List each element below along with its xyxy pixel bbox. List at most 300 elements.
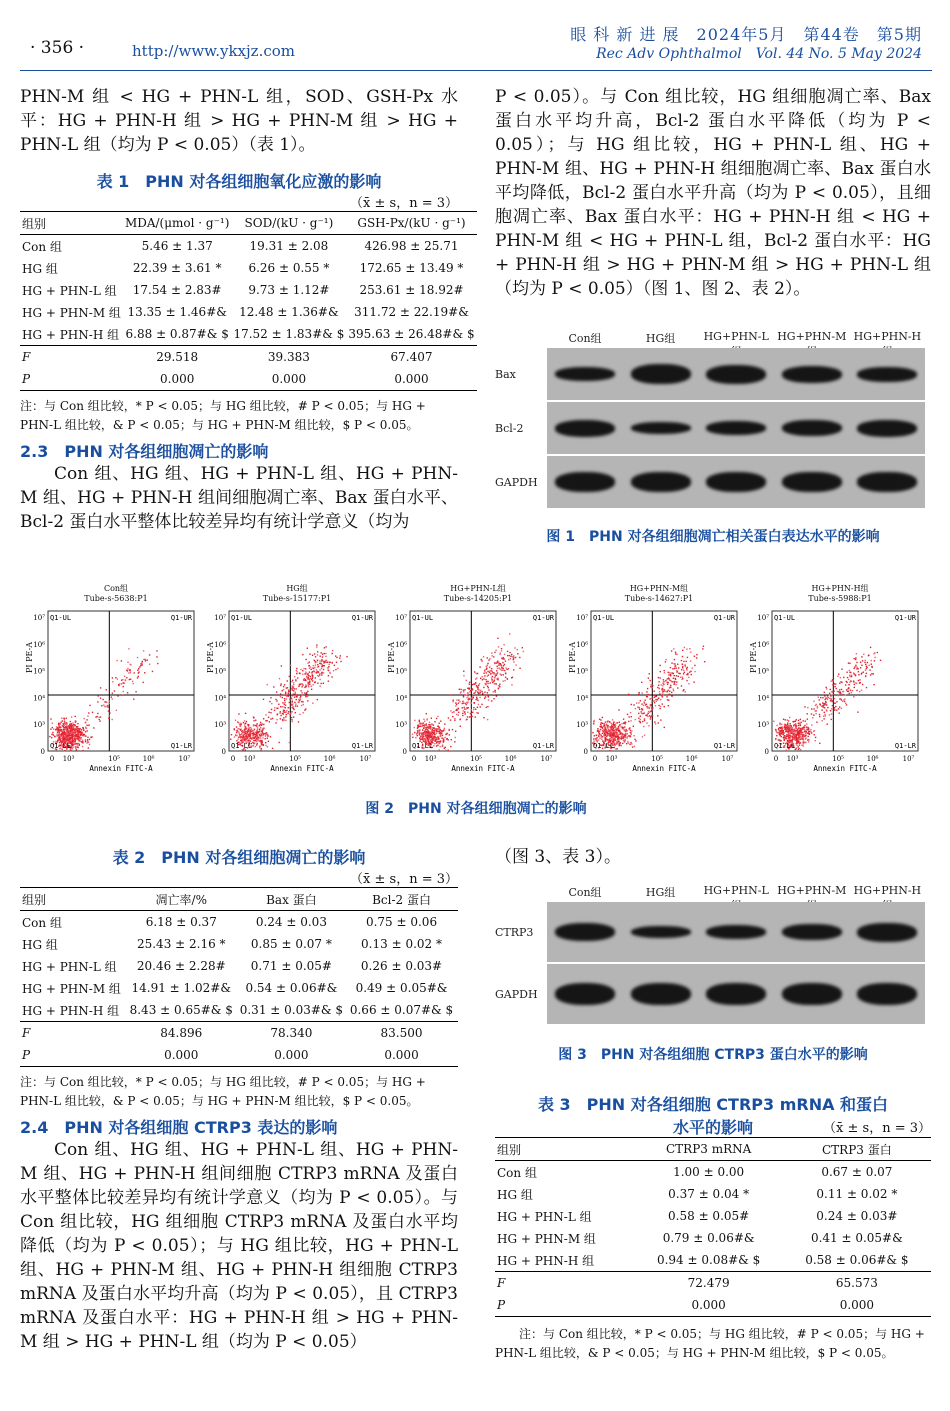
blot-strip bbox=[547, 348, 925, 400]
table-cell: 14.91 ± 1.02#& bbox=[131, 981, 232, 995]
table-header-cell: 凋亡率/% bbox=[125, 888, 238, 911]
table-cell: 25.43 ± 2.16 * bbox=[136, 937, 226, 951]
table-row bbox=[495, 1205, 931, 1227]
blot-group-label: HG+PHN-H bbox=[853, 884, 922, 897]
blot-strip bbox=[547, 902, 925, 962]
blot-row-label: GAPDH bbox=[495, 987, 538, 1001]
table-header-row bbox=[495, 1138, 931, 1161]
quadrant-label: Q1-LR bbox=[894, 742, 916, 750]
protein-band bbox=[555, 420, 615, 437]
table-cell: 0.000 bbox=[635, 1294, 783, 1317]
flow-plot bbox=[20, 607, 198, 777]
x-tick-label: 0 bbox=[773, 755, 779, 763]
table-header-cell: MDA/(μmol · g⁻¹) bbox=[123, 212, 232, 235]
flow-cytometry-panel bbox=[382, 583, 560, 779]
table-stat-row bbox=[20, 1022, 458, 1045]
table-cell: 22.39 ± 3.61 * bbox=[132, 261, 222, 275]
quadrant-label: Q1-LR bbox=[532, 742, 554, 750]
protein-band bbox=[857, 983, 917, 1005]
protein-band bbox=[782, 366, 842, 383]
journal-url[interactable]: http://www.ykxjz.com bbox=[132, 42, 295, 60]
x-tick-label: 10³ bbox=[605, 755, 618, 763]
table-cell: 172.65 ± 13.49 * bbox=[359, 261, 464, 275]
table-row bbox=[495, 1249, 931, 1272]
quadrant-label: Q1-UL bbox=[412, 614, 434, 622]
table-cell: 0.85 ± 0.07 * bbox=[250, 937, 332, 951]
protein-band bbox=[706, 925, 766, 939]
table-cell: 0.75 ± 0.06 bbox=[365, 915, 438, 929]
y-axis-label: PI PE-A bbox=[748, 642, 758, 673]
table-cell: HG 组 bbox=[22, 261, 58, 276]
x-tick-label: 0 bbox=[49, 755, 55, 763]
y-axis-label: PI PE-A bbox=[386, 642, 396, 673]
table-header-cell: GSH-Px/(kU · g⁻¹) bbox=[346, 212, 476, 235]
table-cell: HG + PHN-L 组 bbox=[22, 283, 117, 298]
x-tick-label: 10⁶ bbox=[504, 755, 517, 763]
table-cell: F bbox=[20, 346, 123, 369]
y-axis-label: PI PE-A bbox=[205, 642, 215, 673]
protein-band bbox=[631, 422, 691, 434]
table-cell: HG + PHN-L 组 bbox=[497, 1209, 592, 1224]
right-column-bottom bbox=[495, 845, 931, 869]
flow-panel-title: HG+PHN-H组 bbox=[811, 584, 869, 593]
quadrant-label: Q1-UR bbox=[170, 614, 192, 622]
blot-row bbox=[495, 348, 931, 400]
table-cell: 0.000 bbox=[125, 1044, 238, 1067]
table-cell: HG + PHN-H 组 bbox=[497, 1253, 595, 1268]
flow-panel-tube: Tube-s-14205:P1 bbox=[443, 594, 513, 603]
section-2-3-text: Con 组、HG 组、HG + PHN-L 组、HG + PHN-M 组、HG + PHN-H 组间细胞凋亡率、Bax 蛋白水平、Bcl-2 蛋白水平整体比较差异均有统计学意义（均为 bbox=[20, 464, 458, 532]
quadrant-label: Q1-LR bbox=[170, 742, 192, 750]
table-row bbox=[20, 955, 458, 977]
fig3-caption: 图 3 PHN 对各组细胞 CTRP3 蛋白水平的影响 bbox=[558, 1047, 868, 1063]
table-cell: F bbox=[495, 1272, 635, 1295]
table-row bbox=[20, 977, 458, 999]
y-tick-label: 10⁵ bbox=[33, 667, 45, 676]
table-stat-row bbox=[495, 1272, 931, 1295]
blot-group-label: HG组 bbox=[645, 332, 676, 345]
table2 bbox=[20, 887, 458, 1067]
table-cell: P bbox=[20, 1044, 125, 1067]
table-cell: 84.896 bbox=[125, 1022, 238, 1045]
protein-band bbox=[631, 926, 691, 938]
table-row bbox=[495, 1161, 931, 1184]
page-number: · 356 · bbox=[30, 38, 85, 58]
protein-band bbox=[857, 472, 917, 492]
table-row bbox=[20, 279, 477, 301]
flow-panel-title: HG+PHN-L组 bbox=[450, 584, 506, 593]
table-cell: 0.79 ± 0.06#& bbox=[662, 1231, 755, 1245]
figure3 bbox=[495, 880, 931, 1064]
table-stat-row bbox=[495, 1294, 931, 1317]
table-cell: 65.573 bbox=[783, 1272, 931, 1295]
y-tick-label: 10⁶ bbox=[33, 640, 45, 649]
blot-strip bbox=[547, 402, 925, 454]
table1-title: 表 1 PHN 对各组细胞氧化应激的影响 bbox=[96, 172, 382, 191]
table-cell: 0.41 ± 0.05#& bbox=[810, 1231, 903, 1245]
protein-band bbox=[555, 472, 615, 492]
table-cell: 5.46 ± 1.37 bbox=[141, 239, 213, 253]
table-row bbox=[495, 1227, 931, 1249]
x-tick-label: 10⁷ bbox=[902, 755, 915, 763]
blot-strip bbox=[547, 456, 925, 508]
table3 bbox=[495, 1137, 931, 1317]
table-cell: 17.52 ± 1.83#& $ bbox=[233, 327, 345, 341]
table-cell: 83.500 bbox=[345, 1022, 458, 1045]
table-header-cell: SOD/(kU · g⁻¹) bbox=[231, 212, 346, 235]
table-row bbox=[20, 323, 477, 346]
x-axis-label: Annexin FITC-A bbox=[632, 764, 696, 773]
x-tick-label: 10⁵ bbox=[108, 755, 120, 763]
table-cell: 0.000 bbox=[346, 368, 476, 391]
table-cell: 29.518 bbox=[123, 346, 232, 369]
blot-group-label: HG组 bbox=[645, 886, 676, 899]
left-column-bottom bbox=[20, 845, 458, 1354]
x-tick-label: 10⁶ bbox=[323, 755, 336, 763]
table-cell: 13.35 ± 1.46#& bbox=[127, 305, 227, 319]
protein-band bbox=[857, 420, 917, 437]
table-cell: 12.48 ± 1.36#& bbox=[239, 305, 339, 319]
quadrant-label: Q1-UR bbox=[713, 614, 735, 622]
blot-strip bbox=[547, 964, 925, 1024]
table-cell: 6.88 ± 0.87#& $ bbox=[125, 327, 229, 341]
table-row bbox=[20, 301, 477, 323]
quadrant-label: Q1-UR bbox=[351, 614, 373, 622]
flow-plot bbox=[201, 607, 379, 777]
x-tick-label: 10⁶ bbox=[142, 755, 155, 763]
blot-group-label: HG+PHN-L bbox=[703, 884, 769, 897]
quadrant-label: Q1-UL bbox=[774, 614, 796, 622]
table-header-cell: CTRP3 mRNA bbox=[635, 1138, 783, 1161]
protein-band bbox=[706, 983, 766, 1005]
table-cell: HG + PHN-M 组 bbox=[22, 981, 121, 996]
blot-group-label: HG+PHN-H bbox=[853, 330, 922, 343]
table-header-cell: Bax 蛋白 bbox=[238, 888, 345, 911]
x-tick-label: 0 bbox=[592, 755, 598, 763]
section-2-3-title: 2.3 PHN 对各组细胞凋亡的影响 bbox=[20, 442, 269, 461]
protein-band bbox=[631, 983, 691, 1005]
y-tick-label: 10⁴ bbox=[395, 694, 407, 703]
table-header-cell: CTRP3 蛋白 bbox=[783, 1138, 931, 1161]
table-cell: 253.61 ± 18.92# bbox=[359, 283, 464, 297]
quadrant-label: Q1-LL bbox=[412, 742, 434, 750]
protein-band bbox=[782, 983, 842, 1005]
table-cell: 0.13 ± 0.02 * bbox=[361, 937, 442, 951]
table-cell: 0.000 bbox=[238, 1044, 345, 1067]
right-column-top bbox=[495, 85, 931, 301]
y-tick-label: 10³ bbox=[214, 721, 226, 730]
table-cell: 0.26 ± 0.03# bbox=[360, 959, 443, 973]
quadrant-label: Q1-LR bbox=[351, 742, 373, 750]
protein-band bbox=[782, 472, 842, 492]
table2-title: 表 2 PHN 对各组细胞凋亡的影响 bbox=[112, 848, 366, 867]
table-cell: 0.000 bbox=[231, 368, 346, 391]
table-cell: 20.46 ± 2.28# bbox=[136, 959, 226, 973]
quadrant-label: Q1-UL bbox=[593, 614, 615, 622]
y-tick-label: 0 bbox=[764, 748, 769, 756]
y-tick-label: 0 bbox=[40, 748, 45, 756]
table1-subtitle: （x̄ ± s，n = 3） bbox=[350, 196, 458, 211]
quadrant-label: Q1-UR bbox=[532, 614, 554, 622]
quadrant-label: Q1-UL bbox=[231, 614, 253, 622]
x-tick-label: 10⁵ bbox=[832, 755, 844, 763]
y-tick-label: 10³ bbox=[576, 721, 588, 730]
table-cell: HG + PHN-M 组 bbox=[497, 1231, 596, 1246]
plot-frame bbox=[48, 611, 194, 751]
quadrant-label: Q1-LR bbox=[713, 742, 735, 750]
y-tick-label: 10³ bbox=[757, 721, 769, 730]
blot-row bbox=[495, 964, 931, 1024]
table-cell: 8.43 ± 0.65#& $ bbox=[129, 1003, 233, 1017]
table-cell: 0.67 ± 0.07 bbox=[821, 1165, 893, 1179]
fig1-blots bbox=[495, 348, 931, 508]
table-cell: HG + PHN-H 组 bbox=[22, 1003, 120, 1018]
table-cell: 6.18 ± 0.37 bbox=[145, 915, 217, 929]
journal-name-en: Rec Adv Ophthalmol Vol. 44 No. 5 May 2024 bbox=[596, 46, 922, 62]
quadrant-label: Q1-UR bbox=[894, 614, 916, 622]
x-tick-label: 10⁷ bbox=[178, 755, 191, 763]
table-cell: 0.24 ± 0.03 bbox=[255, 915, 327, 929]
protein-band bbox=[706, 472, 766, 492]
x-tick-label: 10⁵ bbox=[470, 755, 482, 763]
blot-row bbox=[495, 456, 931, 508]
fig2-caption: 图 2 PHN 对各组细胞凋亡的影响 bbox=[365, 801, 587, 817]
y-axis-label: PI PE-A bbox=[24, 642, 34, 673]
x-axis-label: Annexin FITC-A bbox=[813, 764, 877, 773]
protein-band bbox=[782, 420, 842, 436]
table-cell: HG + PHN-M 组 bbox=[22, 305, 121, 320]
table-cell: 0.000 bbox=[123, 368, 232, 391]
paragraph: （图 3、表 3）。 bbox=[495, 847, 621, 867]
protein-band bbox=[555, 983, 615, 1005]
flow-panel-tube: Tube-s-14627:P1 bbox=[624, 594, 694, 603]
y-tick-label: 10⁷ bbox=[576, 614, 588, 622]
table-cell: F bbox=[20, 1022, 125, 1045]
table-cell: Con 组 bbox=[497, 1165, 537, 1180]
x-tick-label: 10³ bbox=[243, 755, 256, 763]
y-tick-label: 10³ bbox=[395, 721, 407, 730]
table3-note: 注：与 Con 组比较，* P < 0.05；与 HG 组比较，# P < 0.05；与 HG + PHN-L 组比较，& P < 0.05；与 HG + PHN-M 组比较，$ P < 0.05。 bbox=[495, 1327, 925, 1360]
x-tick-label: 10⁶ bbox=[866, 755, 879, 763]
table3-title-line2: 水平的影响 bbox=[672, 1118, 753, 1137]
table-cell: 19.31 ± 2.08 bbox=[249, 239, 329, 253]
protein-band bbox=[857, 367, 917, 382]
table3-title-line1: 表 3 PHN 对各组细胞 CTRP3 mRNA 和蛋白 bbox=[537, 1095, 889, 1114]
protein-band bbox=[782, 924, 842, 940]
table-cell: HG + PHN-L 组 bbox=[22, 959, 117, 974]
table2-subtitle: （x̄ ± s，n = 3） bbox=[350, 872, 458, 887]
x-tick-label: 0 bbox=[230, 755, 236, 763]
y-tick-label: 0 bbox=[402, 748, 407, 756]
table2-note: 注：与 Con 组比较，* P < 0.05；与 HG 组比较，# P < 0.05；与 HG + PHN-L 组比较，& P < 0.05；与 HG + PHN-M 组比较，$ P < 0.05。 bbox=[20, 1075, 426, 1108]
y-tick-label: 0 bbox=[583, 748, 588, 756]
protein-band bbox=[555, 923, 615, 941]
y-tick-label: 10⁵ bbox=[576, 667, 588, 676]
table-cell: 0.58 ± 0.05# bbox=[668, 1209, 750, 1223]
y-tick-label: 10⁵ bbox=[214, 667, 226, 676]
table-cell: 0.24 ± 0.03# bbox=[816, 1209, 898, 1223]
table-cell: HG 组 bbox=[22, 937, 58, 952]
protein-band bbox=[555, 367, 615, 381]
table-stat-row bbox=[20, 368, 477, 391]
table-cell: P bbox=[495, 1294, 635, 1317]
table-cell: 0.66 ± 0.07#& $ bbox=[349, 1003, 454, 1017]
quadrant-label: Q1-UL bbox=[50, 614, 72, 622]
x-tick-label: 0 bbox=[411, 755, 417, 763]
table-header-row bbox=[20, 212, 477, 235]
flow-panel-tube: Tube-s-15177:P1 bbox=[262, 594, 332, 603]
figure1 bbox=[495, 326, 931, 546]
flow-cytometry-panel bbox=[20, 583, 198, 779]
table-row bbox=[495, 1183, 931, 1205]
y-tick-label: 10⁴ bbox=[757, 694, 769, 703]
table-cell: HG + PHN-H 组 bbox=[22, 327, 120, 342]
paragraph: PHN-M 组 < HG + PHN-L 组，SOD、GSH-Px 水平：HG + PHN-H 组 > HG + PHN-M 组 > HG + PHN-L 组（均为 P < 0.05）（表 1）。 bbox=[20, 87, 458, 155]
flow-plot bbox=[563, 607, 741, 777]
table-cell: 0.71 ± 0.05# bbox=[250, 959, 332, 973]
flow-plot bbox=[744, 607, 922, 777]
table-header-cell: 组别 bbox=[20, 888, 125, 911]
table-header-cell: 组别 bbox=[20, 212, 123, 235]
protein-band bbox=[631, 472, 691, 492]
table-stat-row bbox=[20, 1044, 458, 1067]
table-cell: HG 组 bbox=[497, 1187, 533, 1202]
blot-row bbox=[495, 402, 931, 454]
y-tick-label: 10⁴ bbox=[214, 694, 226, 703]
blot-group-label: HG+PHN-M bbox=[777, 884, 847, 897]
flow-cytometry-panel bbox=[563, 583, 741, 779]
y-tick-label: 10⁶ bbox=[757, 640, 769, 649]
x-tick-label: 10³ bbox=[62, 755, 75, 763]
y-tick-label: 10⁷ bbox=[33, 614, 45, 622]
table-cell: 0.000 bbox=[345, 1044, 458, 1067]
flow-panel-title: HG组 bbox=[286, 584, 308, 593]
table-cell: 0.94 ± 0.08#& $ bbox=[656, 1253, 761, 1267]
y-tick-label: 10³ bbox=[33, 721, 45, 730]
table-cell: 426.98 ± 25.71 bbox=[364, 239, 459, 253]
table-row bbox=[20, 235, 477, 258]
x-axis-label: Annexin FITC-A bbox=[451, 764, 515, 773]
quadrant-label: Q1-LL bbox=[50, 742, 72, 750]
blot-row-label: Bcl-2 bbox=[495, 421, 524, 435]
fig3-group-labels bbox=[547, 880, 925, 902]
blot-row-label: GAPDH bbox=[495, 475, 538, 489]
table-cell: Con 组 bbox=[22, 239, 62, 254]
y-axis-label: PI PE-A bbox=[567, 642, 577, 673]
y-tick-label: 10⁴ bbox=[576, 694, 588, 703]
journal-name-cn: 眼 科 新 进 展 2024年5月 第44卷 第5期 bbox=[570, 25, 922, 44]
paragraph: P < 0.05）。与 Con 组比较，HG 组细胞凋亡率、Bax 蛋白水平均升高，Bcl-2 蛋白水平降低（均为 P < 0.05）；与 HG 组比较，HG + PHN-L 组、HG + PHN-M 组、HG + PHN-H 组细胞凋亡率、Bax 蛋白水平均降低，Bcl-2 蛋白水平升高（均为 P < 0.05），且细胞凋亡率、Bax 蛋白水平：HG + PHN-H 组 < HG + PHN-M 组 < HG + PHN-L 组，Bcl-2 蛋白水平：HG + PHN-H 组 > HG + PHN-M 组 > HG + PHN-L 组（均为 P < 0.05）（图 1、图 2、表 2）。 bbox=[495, 87, 931, 299]
table-cell: 67.407 bbox=[346, 346, 476, 369]
section-2-4-title: 2.4 PHN 对各组细胞 CTRP3 表达的影响 bbox=[20, 1118, 338, 1137]
table-cell: 0.49 ± 0.05#& bbox=[355, 981, 448, 995]
y-tick-label: 10⁷ bbox=[214, 614, 226, 622]
x-tick-label: 10⁶ bbox=[685, 755, 698, 763]
flow-panel-title: Con组 bbox=[103, 584, 129, 593]
y-tick-label: 10⁶ bbox=[395, 640, 407, 649]
blot-row bbox=[495, 902, 931, 962]
table-header-row bbox=[20, 888, 458, 911]
table-cell: Con 组 bbox=[22, 915, 62, 930]
x-tick-label: 10⁷ bbox=[359, 755, 372, 763]
table1-note: 注：与 Con 组比较，* P < 0.05；与 HG 组比较，# P < 0.05；与 HG + PHN-L 组比较，& P < 0.05；与 HG + PHN-M 组比较，$ P < 0.05。 bbox=[20, 399, 426, 432]
table-cell: 0.000 bbox=[783, 1294, 931, 1317]
y-tick-label: 0 bbox=[221, 748, 226, 756]
figure2 bbox=[20, 583, 932, 779]
table-cell: 78.340 bbox=[238, 1022, 345, 1045]
blot-row-label: CTRP3 bbox=[495, 925, 534, 939]
table-cell: 311.72 ± 22.19#& bbox=[354, 305, 469, 319]
table-cell: 0.31 ± 0.03#& $ bbox=[239, 1003, 344, 1017]
y-tick-label: 10⁵ bbox=[757, 667, 769, 676]
table-stat-row bbox=[20, 346, 477, 369]
y-tick-label: 10⁶ bbox=[576, 640, 588, 649]
table-row bbox=[20, 257, 477, 279]
flow-plot bbox=[382, 607, 560, 777]
table-cell: 17.54 ± 2.83# bbox=[132, 283, 222, 297]
y-tick-label: 10⁷ bbox=[395, 614, 407, 622]
fig3-blots bbox=[495, 902, 931, 1024]
x-axis-label: Annexin FITC-A bbox=[270, 764, 334, 773]
quadrant-label: Q1-LL bbox=[593, 742, 615, 750]
x-tick-label: 10⁵ bbox=[289, 755, 301, 763]
x-tick-label: 10⁵ bbox=[651, 755, 663, 763]
table-header-cell: Bcl-2 蛋白 bbox=[345, 888, 458, 911]
protein-band bbox=[857, 923, 917, 942]
blot-group-label: Con组 bbox=[568, 886, 602, 899]
header-rule bbox=[20, 70, 932, 71]
table3-subtitle: （x̄ ± s，n = 3） bbox=[823, 1121, 931, 1136]
table-cell: P bbox=[20, 368, 123, 391]
table-cell: 39.383 bbox=[231, 346, 346, 369]
x-tick-label: 10⁷ bbox=[721, 755, 734, 763]
table-cell: 0.54 ± 0.06#& bbox=[245, 981, 338, 995]
flow-cytometry-panel bbox=[744, 583, 922, 779]
table-cell: 9.73 ± 1.12# bbox=[248, 283, 330, 297]
y-tick-label: 10⁷ bbox=[757, 614, 769, 622]
fig1-group-labels bbox=[547, 326, 925, 348]
protein-band bbox=[631, 364, 691, 384]
table-row bbox=[20, 911, 458, 934]
flow-cytometry-panel bbox=[201, 583, 379, 779]
y-tick-label: 10⁴ bbox=[33, 694, 45, 703]
flow-panel-title: HG+PHN-M组 bbox=[629, 584, 689, 593]
blot-row-label: Bax bbox=[495, 367, 516, 381]
y-tick-label: 10⁶ bbox=[214, 640, 226, 649]
table-row bbox=[20, 999, 458, 1022]
table3-block bbox=[495, 1092, 931, 1363]
table-cell: 72.479 bbox=[635, 1272, 783, 1295]
table-cell: 0.58 ± 0.06#& $ bbox=[805, 1253, 909, 1267]
x-tick-label: 10³ bbox=[424, 755, 437, 763]
y-tick-label: 10⁵ bbox=[395, 667, 407, 676]
section-2-4-text: Con 组、HG 组、HG + PHN-L 组、HG + PHN-M 组、HG + PHN-H 组间细胞 CTRP3 mRNA 及蛋白水平整体比较差异均有统计学意义（均为 P < 0.05）。与 Con 组比较，HG 组细胞 CTRP3 mRNA 及蛋白水平均降低（均为 P < 0.05）；与 HG 组比较，HG + PHN-L 组、HG + PHN-M 组、HG + PHN-H 组细胞 CTRP3 mRNA 及蛋白水平均升高（均为 P < 0.05），且 CTRP3 mRNA 及蛋白水平：HG + PHN-H 组 > HG + PHN-M 组 > HG + PHN-L 组（均为 P < 0.05） bbox=[20, 1140, 458, 1352]
blot-group-label: Con组 bbox=[568, 332, 602, 345]
table-cell: 0.37 ± 0.04 * bbox=[668, 1187, 750, 1201]
table-header-cell: 组别 bbox=[495, 1138, 635, 1161]
quadrant-label: Q1-LL bbox=[231, 742, 253, 750]
table-cell: 1.00 ± 0.00 bbox=[673, 1165, 745, 1179]
fig1-caption: 图 1 PHN 对各组细胞凋亡相关蛋白表达水平的影响 bbox=[546, 529, 880, 545]
table-cell: 395.63 ± 26.48#& $ bbox=[348, 327, 475, 341]
quadrant-label: Q1-LL bbox=[774, 742, 796, 750]
blot-group-label: HG+PHN-L bbox=[703, 330, 769, 343]
table-cell: 6.26 ± 0.55 * bbox=[248, 261, 330, 275]
table-cell: 0.11 ± 0.02 * bbox=[816, 1187, 898, 1201]
table1 bbox=[20, 211, 477, 391]
flow-panel-tube: Tube-s-5988:P1 bbox=[808, 594, 872, 603]
x-axis-label: Annexin FITC-A bbox=[89, 764, 153, 773]
